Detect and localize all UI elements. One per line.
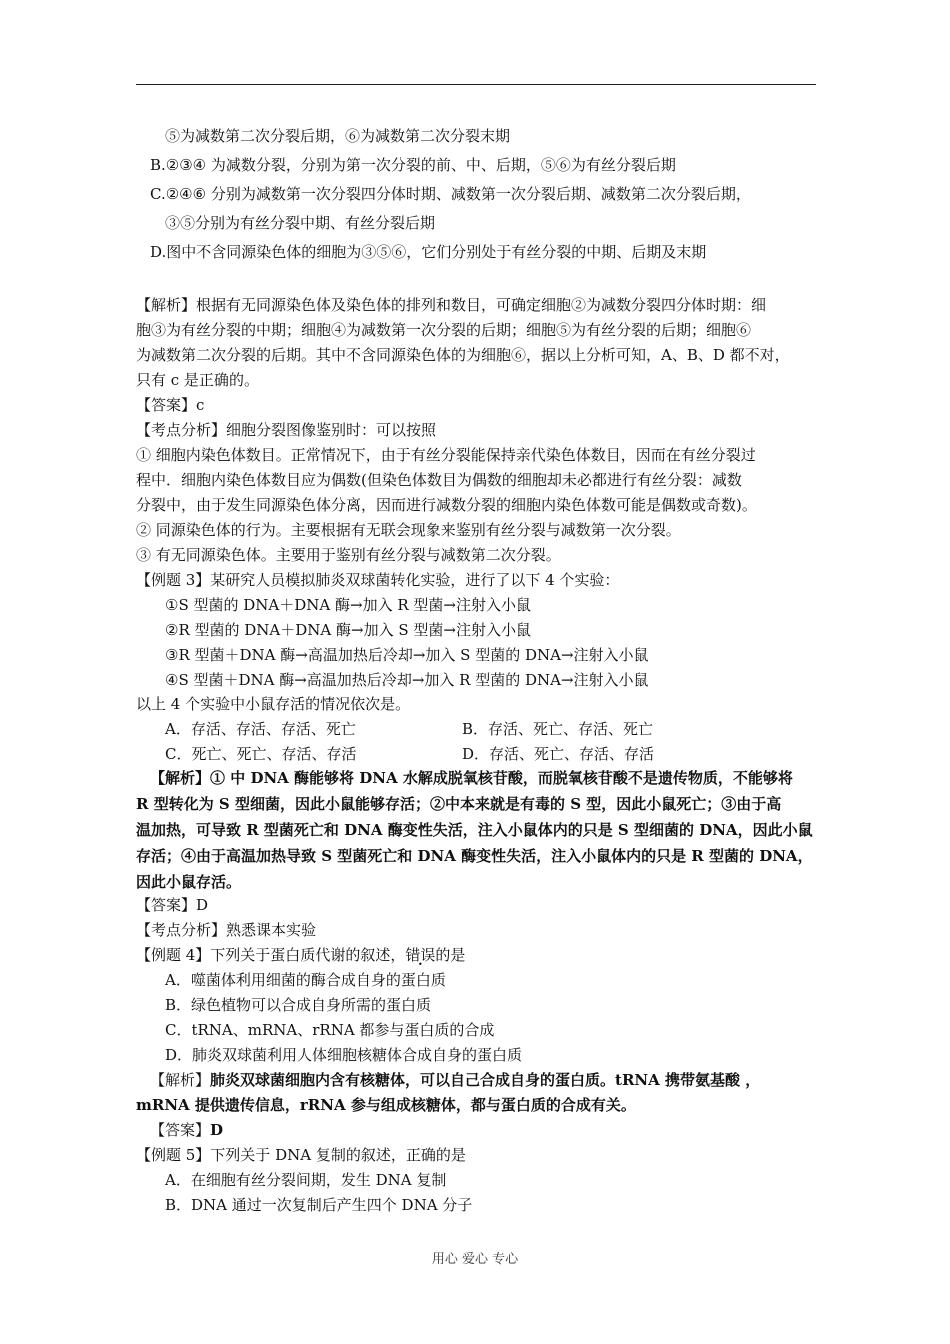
- analysis-line: 存活；④由于高温加热导致 S 型菌死亡和 DNA 酶变性失活，注入小鼠体内的只是 R 型菌的 DNA，: [136, 847, 813, 865]
- option-a: A．噬菌体利用细菌的酶合成自身的蛋白质: [165, 971, 446, 989]
- option-b: B．DNA 通过一次复制后产生四个 DNA 分子: [165, 1196, 473, 1214]
- key-point-line: 【考点分析】细胞分裂图像鉴别时：可以按照: [136, 421, 437, 439]
- analysis-line: 【解析】① 中 DNA 酶能够将 DNA 水解成脱氧核苷酸，而脱氧核苷酸不是遗传物质，不能够将: [150, 769, 793, 787]
- key-point-text: ③ 有无同源染色体。主要用于鉴别有丝分裂与减数第二次分裂。: [136, 546, 561, 564]
- answer-line: [150, 1120, 223, 1140]
- analysis-label: 【解析】: [150, 1071, 211, 1089]
- analysis-line: mRNA 提供遗传信息，rRNA 参与组成核糖体，都与蛋白质的合成有关。: [136, 1096, 636, 1114]
- header-rule: [136, 84, 816, 85]
- answer-line: 【答案】c: [136, 396, 205, 414]
- analysis-line: 因此小鼠存活。: [136, 873, 242, 891]
- experiment-item: ②R 型菌的 DNA＋DNA 酶→加入 S 型菌→注射入小鼠: [165, 621, 531, 639]
- experiment-item: ①S 型菌的 DNA＋DNA 酶→加入 R 型菌→注射入小鼠: [165, 596, 531, 614]
- example-3-question: 【例题 3】某研究人员模拟肺炎双球菌转化实验，进行了以下 4 个实验：: [136, 571, 620, 589]
- option-a: A．在细胞有丝分裂间期，发生 DNA 复制: [165, 1171, 447, 1189]
- key-point-text: 程中．细胞内染色体数目应为偶数(但染色体数目为偶数的细胞却未必都进行有丝分裂：减数: [136, 471, 742, 489]
- answer-label: 【答案】: [150, 1121, 211, 1139]
- key-point-text: ① 细胞内染色体数目。正常情况下，由于有丝分裂能保持亲代染色体数目，因而在有丝分裂过: [136, 446, 756, 464]
- analysis-line: 只有 c 是正确的。: [136, 371, 259, 389]
- experiment-item: ③R 型菌＋DNA 酶→高温加热后冷却→加入 S 型菌的 DNA→注射入小鼠: [165, 646, 649, 664]
- option-c: C．死亡、死亡、存活、存活: [165, 745, 357, 763]
- option-d: D.图中不含同源染色体的细胞为③⑤⑥，它们分别处于有丝分裂的中期、后期及末期: [150, 243, 707, 261]
- option-c-line1: C.②④⑥ 分别为减数第一次分裂四分体时期、减数第一次分裂后期、减数第二次分裂后期，: [150, 185, 751, 203]
- option-a: A．存活、存活、存活、死亡: [165, 720, 356, 738]
- analysis-line: 【解析】根据有无同源染色体及染色体的排列和数目，可确定细胞②为减数分裂四分体时期：细: [136, 296, 767, 314]
- key-point-line: 【考点分析】熟悉课本实验: [136, 921, 317, 939]
- option-c: C．tRNA、mRNA、rRNA 都参与蛋白质的合成: [165, 1021, 495, 1039]
- option-a-continued: ⑤为减数第二次分裂后期，⑥为减数第二次分裂末期: [165, 127, 511, 145]
- experiment-item: ④S 型菌＋DNA 酶→高温加热后冷却→加入 R 型菌的 DNA→注射入小鼠: [165, 671, 649, 689]
- answer-line: 【答案】D: [136, 896, 209, 914]
- key-point-text: 分裂中，由于发生同源染色体分离，因而进行减数分裂的细胞内染色体数可能是偶数或奇数)。: [136, 496, 757, 514]
- analysis-line: 胞③为有丝分裂的中期；细胞④为减数第一次分裂的后期；细胞⑤为有丝分裂的后期；细胞⑥: [136, 321, 752, 339]
- option-d: D．存活、死亡、存活、存活: [462, 745, 655, 763]
- analysis-line: [150, 1070, 760, 1090]
- question-prefix: 【例题 4】下列关于蛋白质代谢的叙述，: [136, 946, 406, 964]
- key-point-text: ② 同源染色体的行为。主要根据有无联会现象来鉴别有丝分裂与减数第一次分裂。: [136, 521, 681, 539]
- option-b: B．存活、死亡、存活、死亡: [462, 720, 654, 738]
- analysis-line: 为减数第二次分裂的后期。其中不含同源染色体的为细胞⑥，据以上分析可知，A、B、D 都不对，: [136, 346, 790, 364]
- example-4-question: [136, 945, 465, 965]
- question-suffix: 的是: [435, 946, 466, 964]
- analysis-text: 肺炎双球菌细胞内含有核糖体，可以自己合成自身的蛋白质。tRNA 携带氨基酸 ，: [210, 1071, 761, 1089]
- option-b: B.②③④ 为减数分裂，分别为第一次分裂的前、中、后期，⑤⑥为有丝分裂后期: [150, 156, 676, 174]
- analysis-line: 温加热，可导致 R 型菌死亡和 DNA 酶变性失活，注入小鼠体内的只是 S 型细菌的 DNA，因此小鼠: [136, 821, 813, 839]
- example-3-stem: 以上 4 个实验中小鼠存活的情况依次是。: [136, 695, 411, 713]
- example-5-question: 【例题 5】下列关于 DNA 复制的叙述，正确的是: [136, 1146, 466, 1164]
- emphasis-word: 错误: [405, 946, 436, 964]
- answer-value: D: [210, 1121, 224, 1139]
- page-footer: 用心 爱心 专心: [431, 1252, 519, 1267]
- analysis-line: R 型转化为 S 型细菌，因此小鼠能够存活；②中本来就是有毒的 S 型，因此小鼠死亡；③由于高: [136, 795, 782, 813]
- option-b: B．绿色植物可以合成自身所需的蛋白质: [165, 996, 432, 1014]
- option-c-line2: ③⑤分别为有丝分裂中期、有丝分裂后期: [165, 214, 436, 232]
- option-d: D．肺炎双球菌利用人体细胞核糖体合成自身的蛋白质: [165, 1046, 523, 1064]
